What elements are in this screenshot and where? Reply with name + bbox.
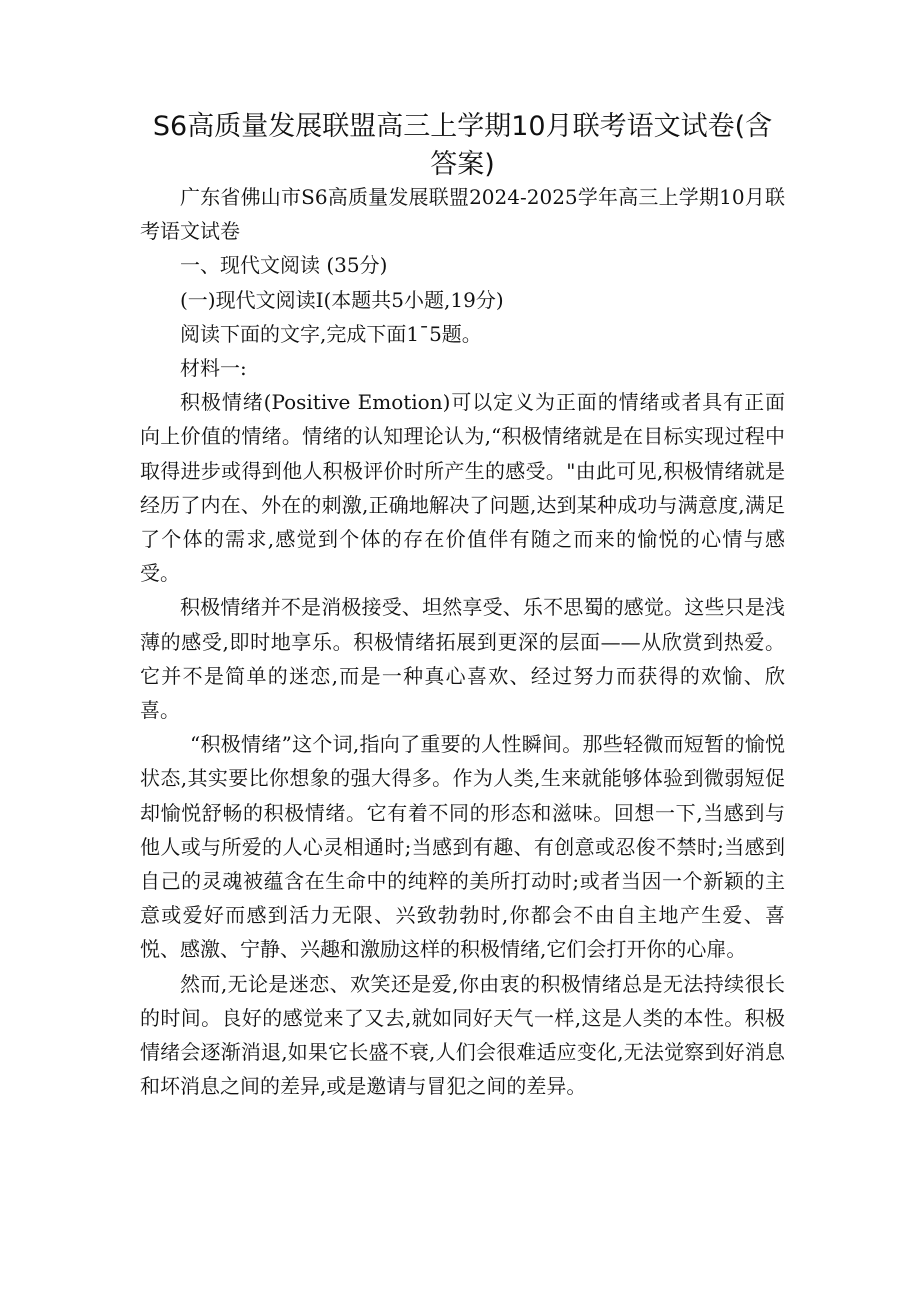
document-title: S6高质量发展联盟高三上学期10月联考语文试卷(含答案) [152,111,773,180]
body-paragraph: 积极情绪(Positive Emotion)可以定义为正面的情绪或者具有正面向上价值的情绪。情绪的认知理论认为,“积极情绪就是在目标实现过程中取得进步或得到他人积极评价时所产生的感受。"由此可见,积极情绪就是经历了内在、外在的刺激,正确地解决了问题,达到某种成功与满意度,满足了个体的需求,感觉到个体的存在价值伴有随之而来的愉悦的心情与感受。 [140,390,785,586]
body-paragraph: 积极情绪并不是消极接受、坦然享受、乐不思蜀的感觉。这些只是浅薄的感受,即时地享乐。积极情绪拓展到更深的层面——从欣赏到热爱。它并不是简单的迷恋,而是一种真心喜欢、经过努力而获得的欢愉、欣喜。 [140,595,785,723]
section-heading: 一、现代文阅读 (35分) [180,253,388,278]
subsection-heading: (一)现代文阅读Ⅰ(本题共5小题,19分) [180,287,504,312]
material-label: 材料一: [180,356,247,381]
subtitle-paragraph: 广东省佛山市S6高质量发展联盟2024-2025学年高三上学期10月联考语文试卷 [140,185,785,244]
body-paragraph: “积极情绪”这个词,指向了重要的人性瞬间。那些轻微而短暂的愉悦状态,其实要比你想象的强大得多。作为人类,生来就能够体验到微弱短促却愉悦舒畅的积极情绪。它有着不同的形态和滋味。回想一下,当感到与他人或与所爱的人心灵相通时;当感到有趣、有创意或忍俊不禁时;当感到自己的灵魂被蕴含在生命中的纯粹的美所打动时;或者当因一个新颖的主意或爱好而感到活力无限、兴致勃勃时,你都会不由自主地产生爱、喜悦、感激、宁静、兴趣和激励这样的积极情绪,它们会打开你的心扉。 [140,732,785,962]
instruction-line: 阅读下面的文字,完成下面1¯5题。 [180,321,482,346]
body-paragraph: 然而,无论是迷恋、欢笑还是爱,你由衷的积极情绪总是无法持续很长的时间。良好的感觉来了又去,就如同好天气一样,这是人类的本性。积极情绪会逐渐消退,如果它长盛不衰,人们会很难适应变化,无法觉察到好消息和坏消息之间的差异,或是邀请与冒犯之间的差异。 [140,971,785,1099]
document-body [140,180,785,1103]
